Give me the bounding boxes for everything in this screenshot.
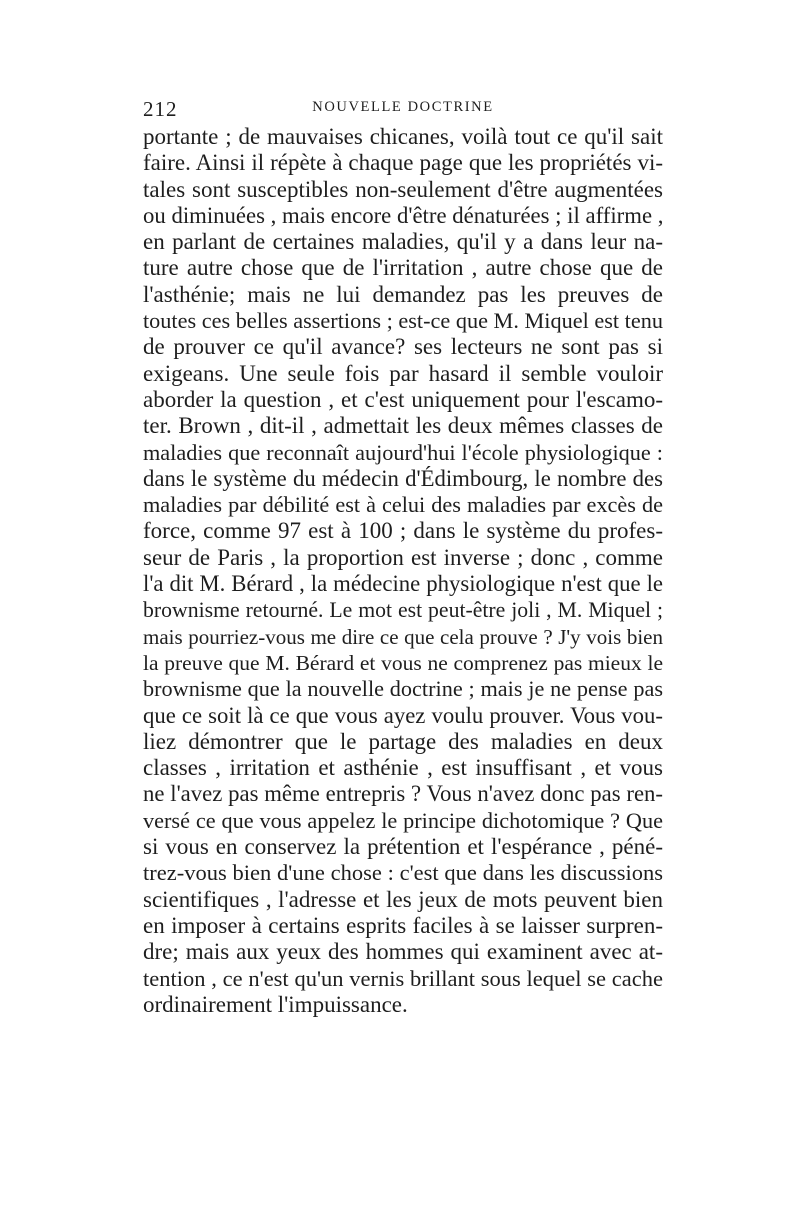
text-line: la preuve que M. Bérard et vous ne comprenez pas mieux le	[143, 650, 663, 675]
body-text	[143, 124, 663, 1018]
text-line: classes , irritation et asthénie , est insuffisant , et vous	[143, 755, 663, 781]
text-line: en imposer à certains esprits faciles à se laisser surpren-	[143, 912, 663, 938]
text-line: tales sont susceptibles non-seulement d'être augmentées	[143, 176, 663, 202]
text-line: ou diminuées , mais encore d'être dénaturées ; il affirme ,	[143, 202, 664, 228]
text-line: seur de Paris , la proportion est inverse ; donc , comme	[143, 544, 663, 570]
text-line: aborder la question , et c'est uniquement pour l'escamo-	[143, 386, 663, 412]
text-line: liez démontrer que le partage des maladies en deux	[143, 728, 663, 754]
text-line: ture autre chose que de l'irritation , autre chose que de	[143, 255, 663, 281]
text-line-last: ordinairement l'impuissance.	[143, 991, 408, 1017]
text-line: trez-vous bien d'une chose : c'est que dans les discussions	[143, 860, 663, 886]
text-line: maladies que reconnaît aujourd'hui l'école physiologique :	[143, 439, 663, 465]
text-line: versé ce que vous appelez le principe dichotomique ? Que	[143, 807, 663, 833]
text-line: dans le système du médecin d'Édimbourg, le nombre des	[143, 465, 663, 491]
text-line: maladies par débilité est à celui des maladies par excès de	[143, 492, 663, 518]
text-line: l'a dit M. Bérard , la médecine physiologique n'est que le	[143, 571, 663, 597]
page-header	[143, 97, 663, 121]
text-line: brownisme que la nouvelle doctrine ; mais je ne pense pas	[143, 676, 663, 702]
text-line: dre; mais aux yeux des hommes qui examinent avec at-	[143, 939, 663, 965]
text-line: ter. Brown , dit-il , admettait les deux mêmes classes de	[143, 413, 663, 439]
text-line: que ce soit là ce que vous ayez voulu prouver. Vous vou-	[143, 702, 663, 728]
text-line: scientifiques , l'adresse et les jeux de mots peuvent bien	[143, 886, 663, 912]
text-line: ne l'avez pas même entrepris ? Vous n'avez donc pas ren-	[143, 781, 663, 807]
text-line: l'asthénie; mais ne lui demandez pas les preuves de	[143, 281, 663, 307]
text-line: portante ; de mauvaises chicanes, voilà tout ce qu'il sait	[143, 124, 663, 149]
text-line: brownisme retourné. Le mot est peut-être joli , M. Miquel ;	[143, 598, 663, 623]
page-number: 212	[143, 97, 178, 121]
text-line: toutes ces belles assertions ; est-ce que M. Miquel est tenu	[143, 308, 663, 334]
text-line: mais pourriez-vous me dire ce que cela prouve ? J'y vois bien	[143, 624, 663, 649]
text-line: de prouver ce qu'il avance? ses lecteurs ne sont pas si	[143, 334, 663, 360]
text-line: si vous en conservez la prétention et l'espérance , péné-	[143, 834, 663, 860]
running-title: NOUVELLE DOCTRINE	[312, 99, 494, 115]
text-line: tention , ce n'est qu'un vernis brillant sous lequel se cache	[143, 965, 663, 991]
text-line: faire. Ainsi il répète à chaque page que les propriétés vi-	[143, 150, 663, 176]
text-line: exigeans. Une seule fois par hasard il semble vouloir	[143, 360, 663, 386]
text-line: en parlant de certaines maladies, qu'il y a dans leur na-	[143, 229, 663, 255]
text-line: force, comme 97 est à 100 ; dans le système du profes-	[143, 518, 663, 544]
